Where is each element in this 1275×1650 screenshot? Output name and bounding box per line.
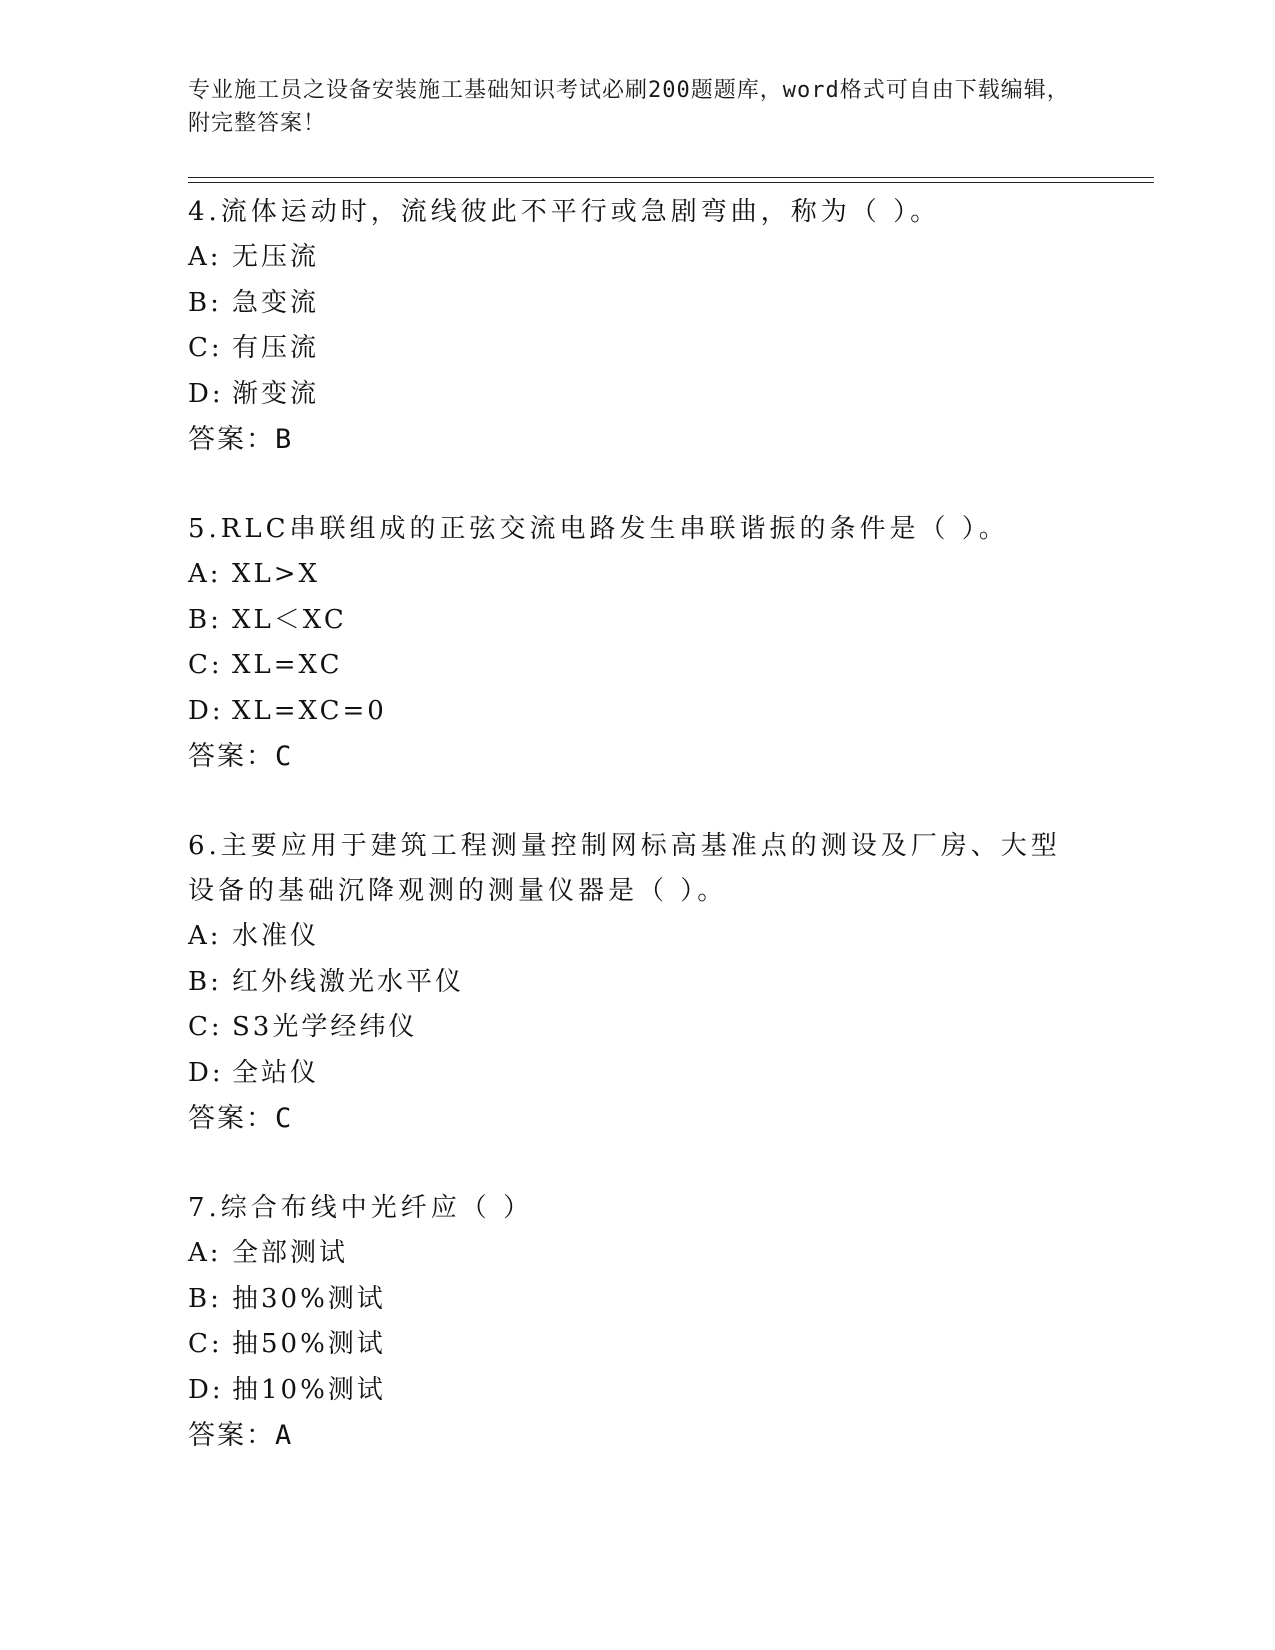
option-letter: A: — [188, 242, 222, 272]
option-letter: A: — [188, 1238, 222, 1268]
option-b — [188, 281, 1088, 327]
option-text: 水准仪 — [232, 921, 320, 951]
option-c — [188, 643, 1088, 689]
option-a — [188, 1231, 1088, 1277]
option-text: 全站仪 — [232, 1057, 320, 1088]
option-d — [188, 689, 1088, 735]
option-text: 抽30%测试 — [232, 1283, 386, 1314]
option-text: 有压流 — [232, 333, 320, 363]
option-text: XL＜XC — [232, 604, 347, 635]
option-d — [188, 1368, 1088, 1414]
option-d — [188, 372, 1088, 418]
option-a — [188, 552, 1088, 598]
question-list — [188, 190, 1088, 1503]
option-letter: C: — [188, 1329, 223, 1359]
option-c — [188, 1322, 1088, 1368]
header-divider-bottom — [188, 182, 1154, 183]
option-letter: D: — [188, 378, 224, 409]
option-text: 无压流 — [232, 242, 320, 272]
option-letter: A: — [188, 559, 222, 589]
option-d — [188, 1051, 1088, 1097]
option-letter: B: — [188, 604, 222, 635]
option-letter: A: — [188, 921, 222, 951]
option-letter: D: — [188, 1057, 224, 1088]
question-stem: 5.RLC串联组成的正弦交流电路发生串联谐振的条件是（ ）。 — [188, 514, 1009, 544]
option-c — [188, 326, 1088, 372]
question-stem: 7.综合布线中光纤应（ ） — [188, 1193, 534, 1223]
option-letter: C: — [188, 650, 223, 680]
question-5 — [188, 507, 1088, 780]
question-7 — [188, 1186, 1088, 1459]
option-letter: B: — [188, 287, 222, 318]
answer-line: 答案：C — [188, 1103, 294, 1134]
option-text: 全部测试 — [232, 1238, 349, 1268]
option-b — [188, 598, 1088, 644]
option-b — [188, 1277, 1088, 1323]
header-divider-top — [188, 177, 1154, 178]
option-text: XL>X — [232, 559, 321, 589]
option-text: 红外线激光水平仪 — [232, 966, 465, 997]
option-letter: D: — [188, 695, 224, 726]
option-text: S3光学经纬仪 — [232, 1012, 418, 1042]
option-text: 急变流 — [232, 287, 320, 318]
option-letter: B: — [188, 966, 222, 997]
option-b — [188, 960, 1088, 1006]
option-a — [188, 235, 1088, 281]
option-c — [188, 1005, 1088, 1051]
option-text: 抽10%测试 — [232, 1374, 386, 1405]
option-text: XL=XC — [232, 650, 343, 680]
option-text: 渐变流 — [232, 378, 320, 409]
option-letter: B: — [188, 1283, 222, 1314]
option-letter: C: — [188, 1012, 223, 1042]
question-4 — [188, 190, 1088, 463]
document-header-title: 专业施工员之设备安装施工基础知识考试必刷200题题库，word格式可自由下载编辑，附完整答案！ — [188, 78, 1070, 136]
option-text: 抽50%测试 — [232, 1329, 386, 1359]
question-stem: 6.主要应用于建筑工程测量控制网标高基准点的测设及厂房、大型设备的基础沉降观测的测量仪器是（ ）。 — [188, 831, 1061, 906]
option-text: XL=XC=0 — [232, 695, 387, 726]
option-letter: C: — [188, 333, 223, 363]
answer-line: 答案：A — [188, 1420, 294, 1451]
question-stem: 4.流体运动时，流线彼此不平行或急剧弯曲，称为（ ）。 — [188, 197, 941, 227]
answer-line: 答案：B — [188, 424, 294, 455]
option-letter: D: — [188, 1374, 224, 1405]
option-a — [188, 914, 1088, 960]
question-6 — [188, 824, 1088, 1142]
answer-line: 答案：C — [188, 741, 294, 772]
